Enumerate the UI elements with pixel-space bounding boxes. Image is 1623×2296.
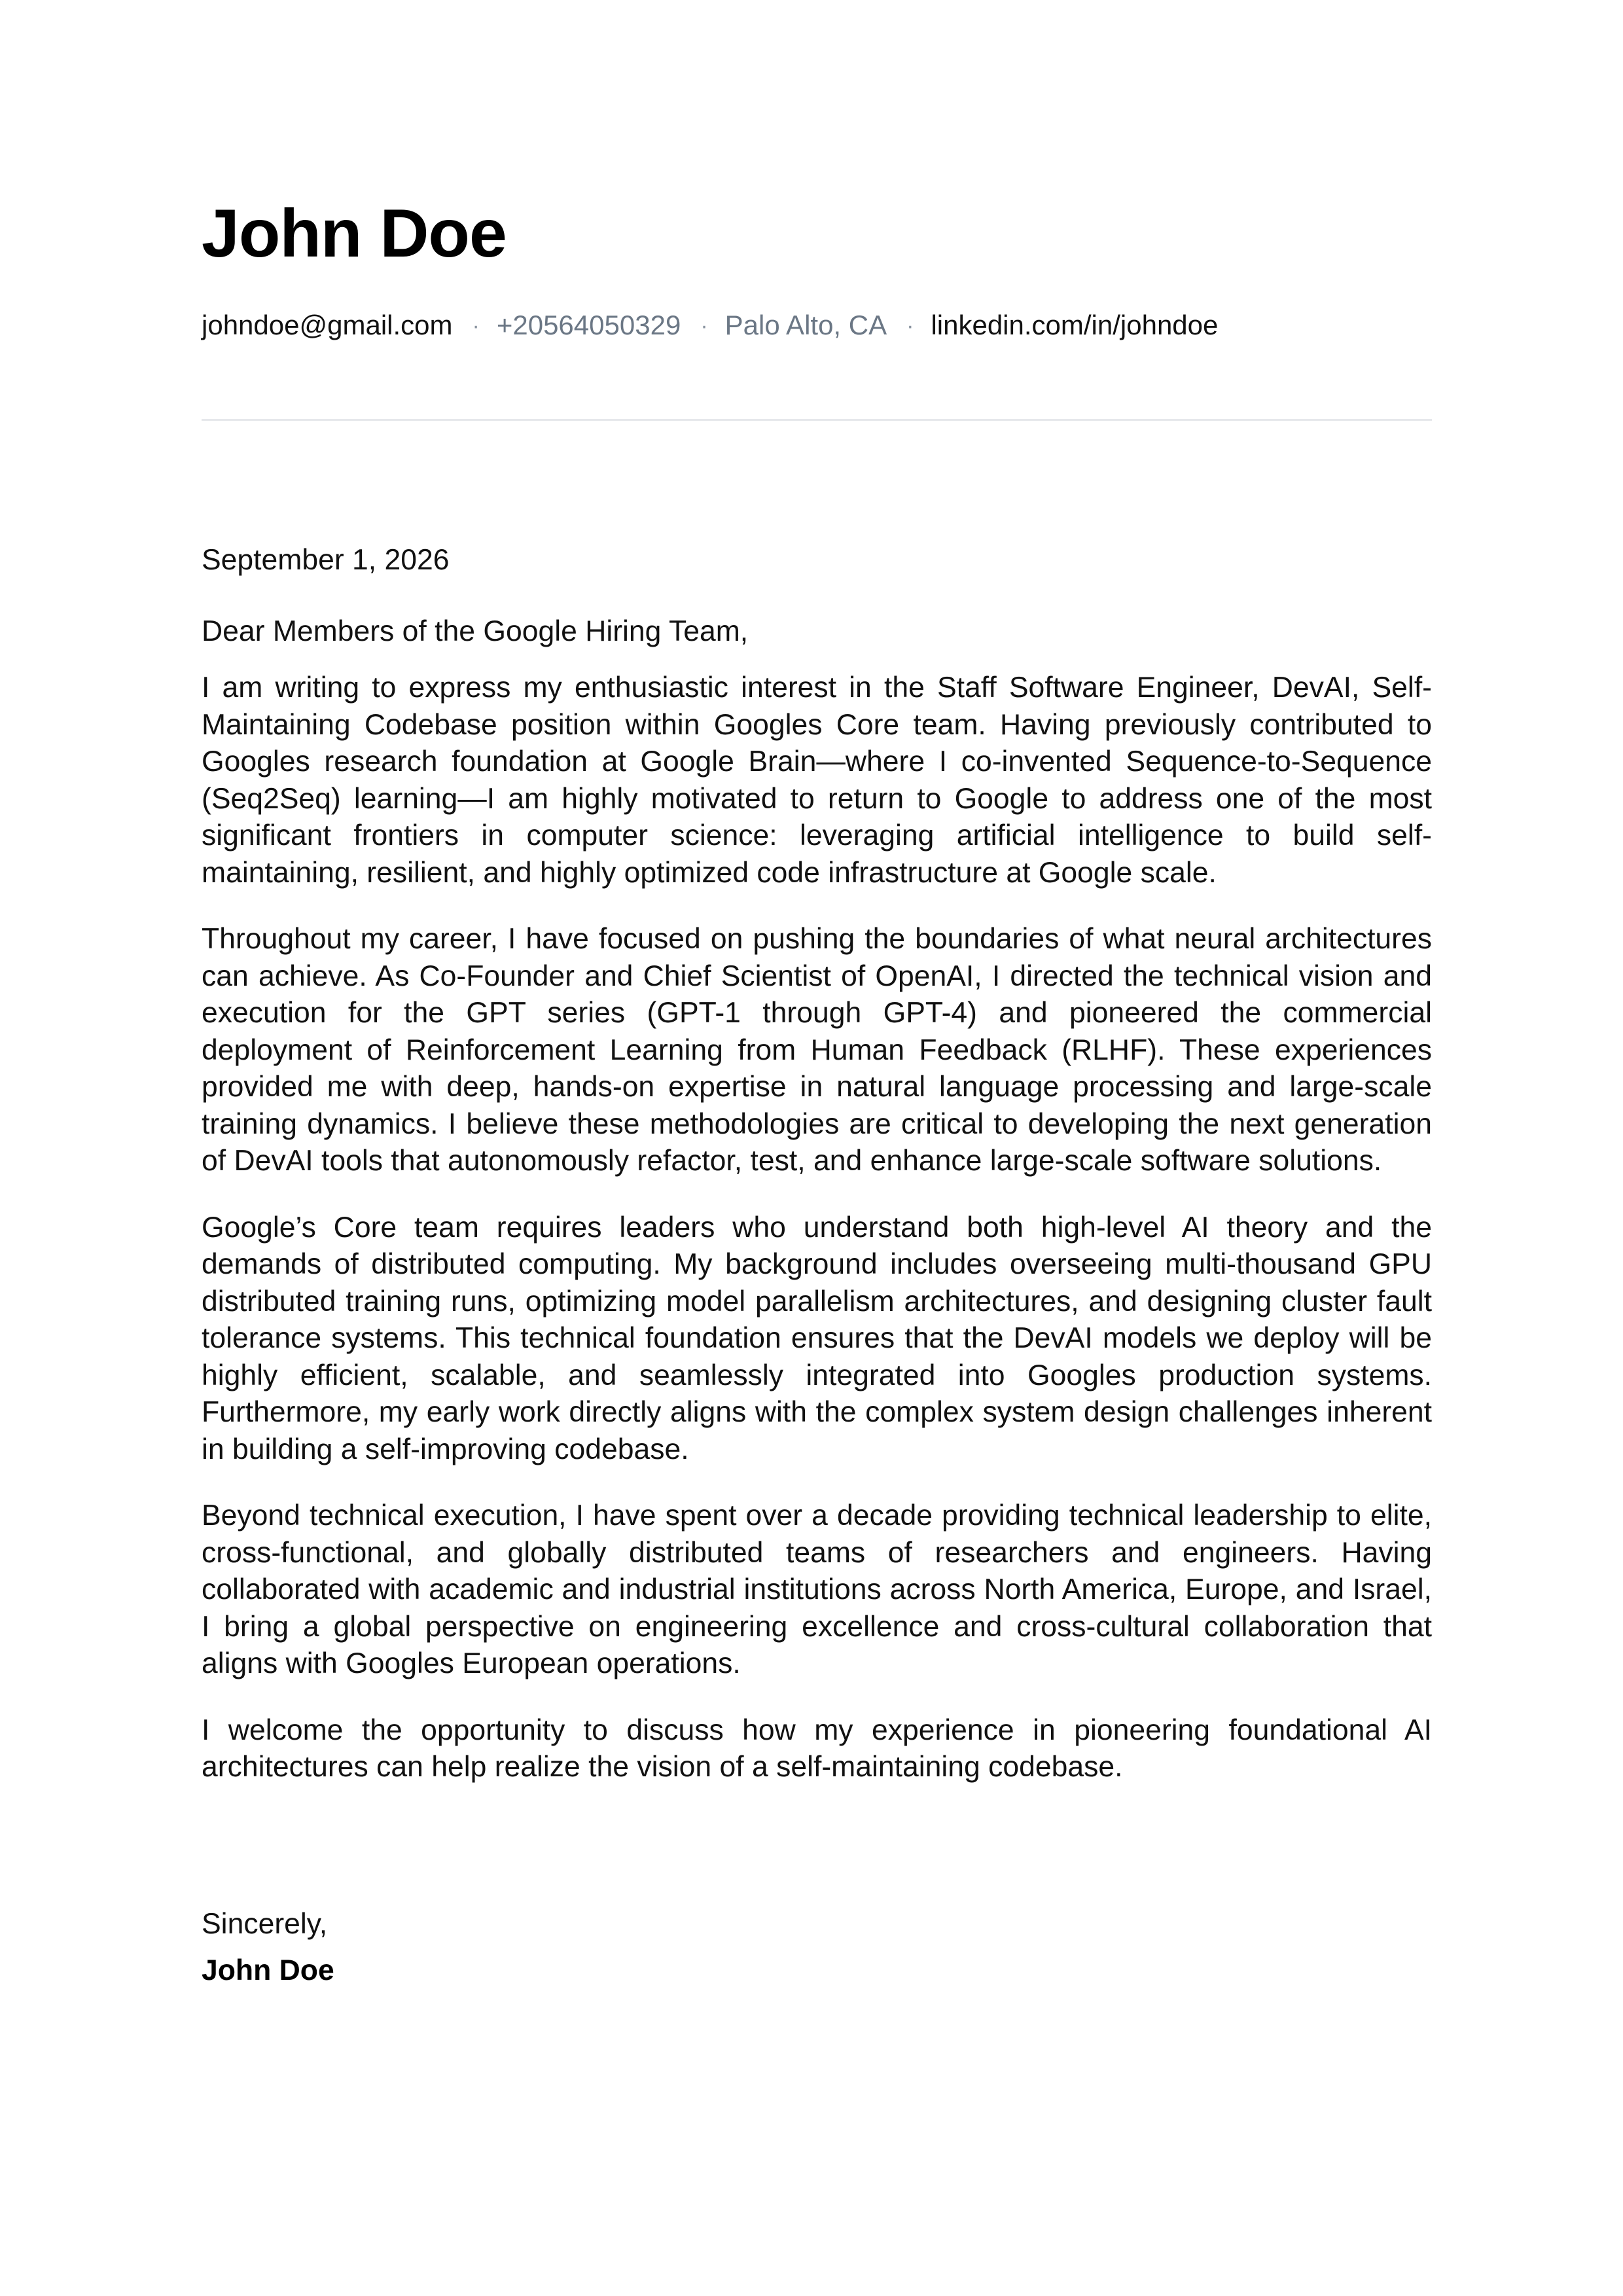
letter-closing [202, 1906, 334, 1989]
body-paragraph-1: I am writing to express my enthusiastic interest in the Staff Software Engineer, DevAI, Self-Maintaining Codebase position within Googles Core team. Having previously contributed to Googles research foundation at Google Brain—where I co-invented Sequence-to-Sequence (Seq2Seq) learning—I am highly motivated to return to Google to address one of the most significant frontiers in computer science: leveraging artificial intelligence to build self-maintaining, resilient, and highly optimized code infrastructure at Google scale. [202, 672, 1432, 889]
contact-separator: · [472, 314, 480, 338]
body-paragraph-4: Beyond technical execution, I have spent over a decade providing technical leadership to elite, cross-functional, and globally distributed teams of researchers and engineers. Having collaborated with academic and industrial institutions across North America, Europe, and Israel, I bring a global perspective on engineering excellence and cross-cultural collaboration that aligns with Googles European operations. [202, 1499, 1432, 1679]
letter-date: September 1, 2026 [202, 544, 450, 576]
closing-phrase: Sincerely, [202, 1908, 328, 1940]
body-paragraph-3: Google’s Core team requires leaders who understand both high-level AI theory and the demands of distributed computing. My background includes overseeing multi-thousand GPU distributed training runs, optimizing model parallelism architectures, and designing cluster fault tolerance systems. This technical foundation ensures that the DevAI models we deploy will be highly efficient, scalable, and seamlessly integrated into Googles production systems. Furthermore, my early work directly aligns with the complex system design challenges inherent in building a self-improving codebase. [202, 1211, 1432, 1465]
letter-salutation: Dear Members of the Google Hiring Team, [202, 615, 749, 647]
header-divider [202, 419, 1432, 421]
contact-separator: · [906, 314, 914, 338]
contact-linkedin[interactable]: linkedin.com/in/johndoe [931, 310, 1219, 340]
letter-body [202, 542, 1432, 1816]
signature-name: John Doe [202, 1954, 334, 1986]
contact-location: Palo Alto, CA [724, 310, 887, 340]
body-paragraph-5: I welcome the opportunity to discuss how my experience in pioneering foundational AI architectures can help realize the vision of a self-maintaining codebase. [202, 1713, 1432, 1783]
contact-separator: · [700, 314, 708, 338]
contact-line [202, 309, 1218, 342]
contact-email[interactable]: johndoe@gmail.com [202, 310, 453, 340]
contact-phone: +20564050329 [496, 310, 681, 340]
applicant-name: John Doe [202, 196, 507, 272]
body-paragraph-2: Throughout my career, I have focused on pushing the boundaries of what neural architectures can achieve. As Co-Founder and Chief Scientist of OpenAI, I directed the technical vision and execution for the GPT series (GPT-1 through GPT-4) and pioneered the commercial deployment of Reinforcement Learning from Human Feedback (RLHF). These experiences provided me with deep, hands-on expertise in natural language processing and large-scale training dynamics. I believe these methodologies are critical to developing the next generation of DevAI tools that autonomously refactor, test, and enhance large-scale software solutions. [202, 923, 1432, 1177]
